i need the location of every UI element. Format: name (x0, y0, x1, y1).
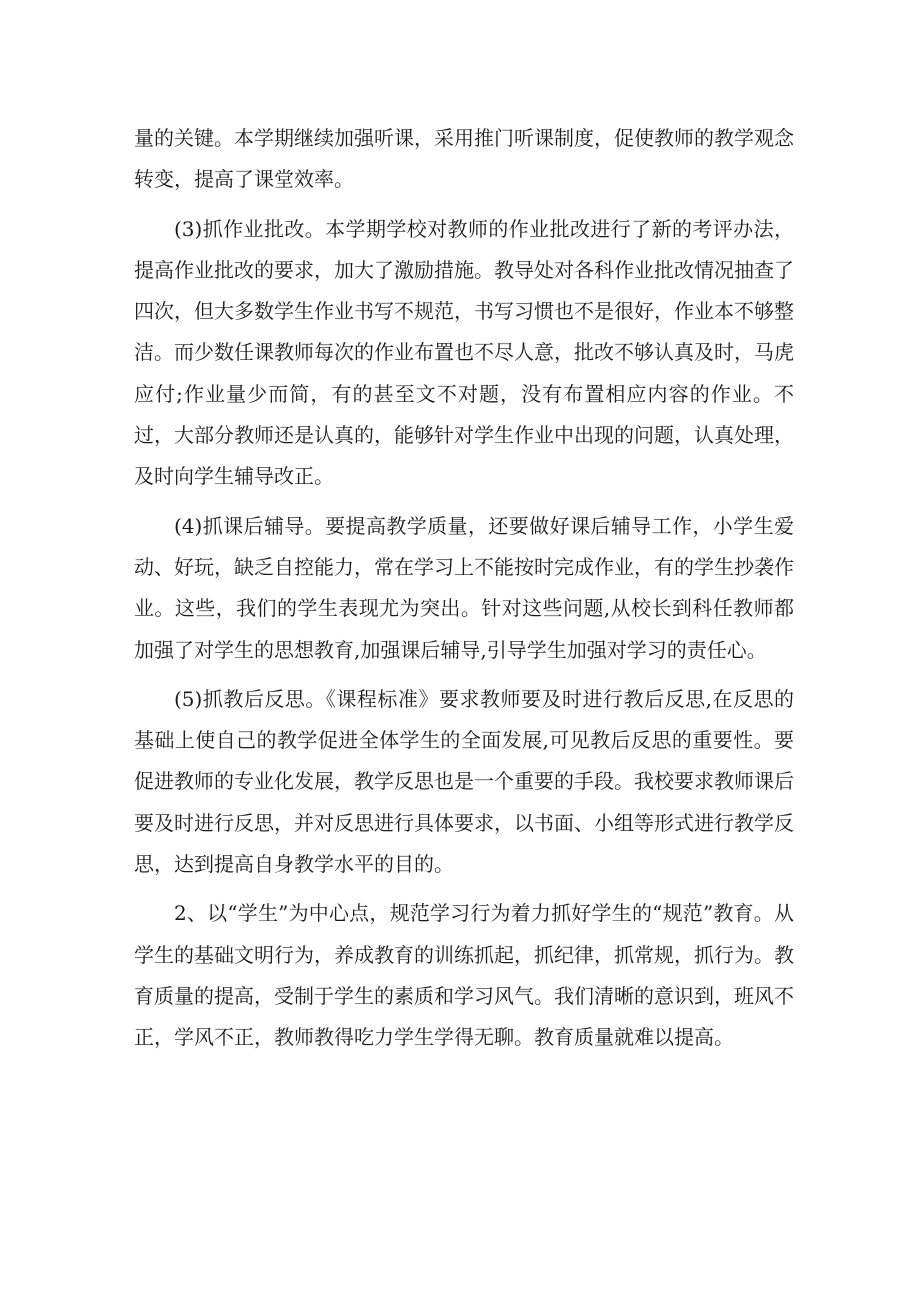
paragraph-teaching-reflection: (5)抓教后反思。《课程标准》要求教师要及时进行教后反思,在反思的基础上使自己的教学促进全体学生的全面发展,可见教后反思的重要性。要促进教师的专业化发展，教学反思也是一个重要的手段。我校要求教师课后要及时进行反思，并对反思进行具体要求，以书面、小组等形式进行教学反思，达到提高自身教学水平的目的。 (134, 686, 794, 877)
paragraph-gap (134, 201, 794, 209)
paragraph-gap (134, 885, 794, 893)
paragraph-gap (134, 498, 794, 506)
paragraph-homework-grading: (3)抓作业批改。本学期学校对教师的作业批改进行了新的考评办法，提高作业批改的要求，加大了激励措施。教导处对各科作业批改情况抽查了四次，但大多数学生作业书写不规范，书写习惯也不是很好，作业本不够整洁。而少数任课教师每次的作业布置也不尽人意，批改不够认真及时，马虎应付;作业量少而简，有的甚至文不对题，没有布置相应内容的作业。不过，大部分教师还是认真的，能够针对学生作业中出现的问题，认真处理，及时向学生辅导改正。 (134, 216, 794, 489)
paragraph-gap (134, 671, 794, 679)
paragraph-student-behavior: 2、以“学生”为中心点，规范学习行为着力抓好学生的“规范”教育。从学生的基础文明行为，养成教育的训练抓起，抓纪律，抓常规，抓行为。教育质量的提高，受制于学生的素质和学习风气。我们清晰的意识到，班风不正，学风不正，教师教得吃力学生学得无聊。教育质量就难以提高。 (134, 901, 794, 1050)
paragraph-after-class-tutoring: (4)抓课后辅导。要提高教学质量，还要做好课后辅导工作，小学生爱动、好玩，缺乏自控能力，常在学习上不能按时完成作业，有的学生抄袭作业。这些，我们的学生表现尤为突出。针对这些问题,从校长到科任教师都加强了对学生的思想教育,加强课后辅导,引导学生加强对学习的责任心。 (134, 513, 794, 662)
paragraph-continuation: 量的关键。本学期继续加强听课，采用推门听课制度，促使教师的教学观念转变，提高了课堂效率。 (134, 126, 794, 192)
document-body (134, 118, 794, 1059)
